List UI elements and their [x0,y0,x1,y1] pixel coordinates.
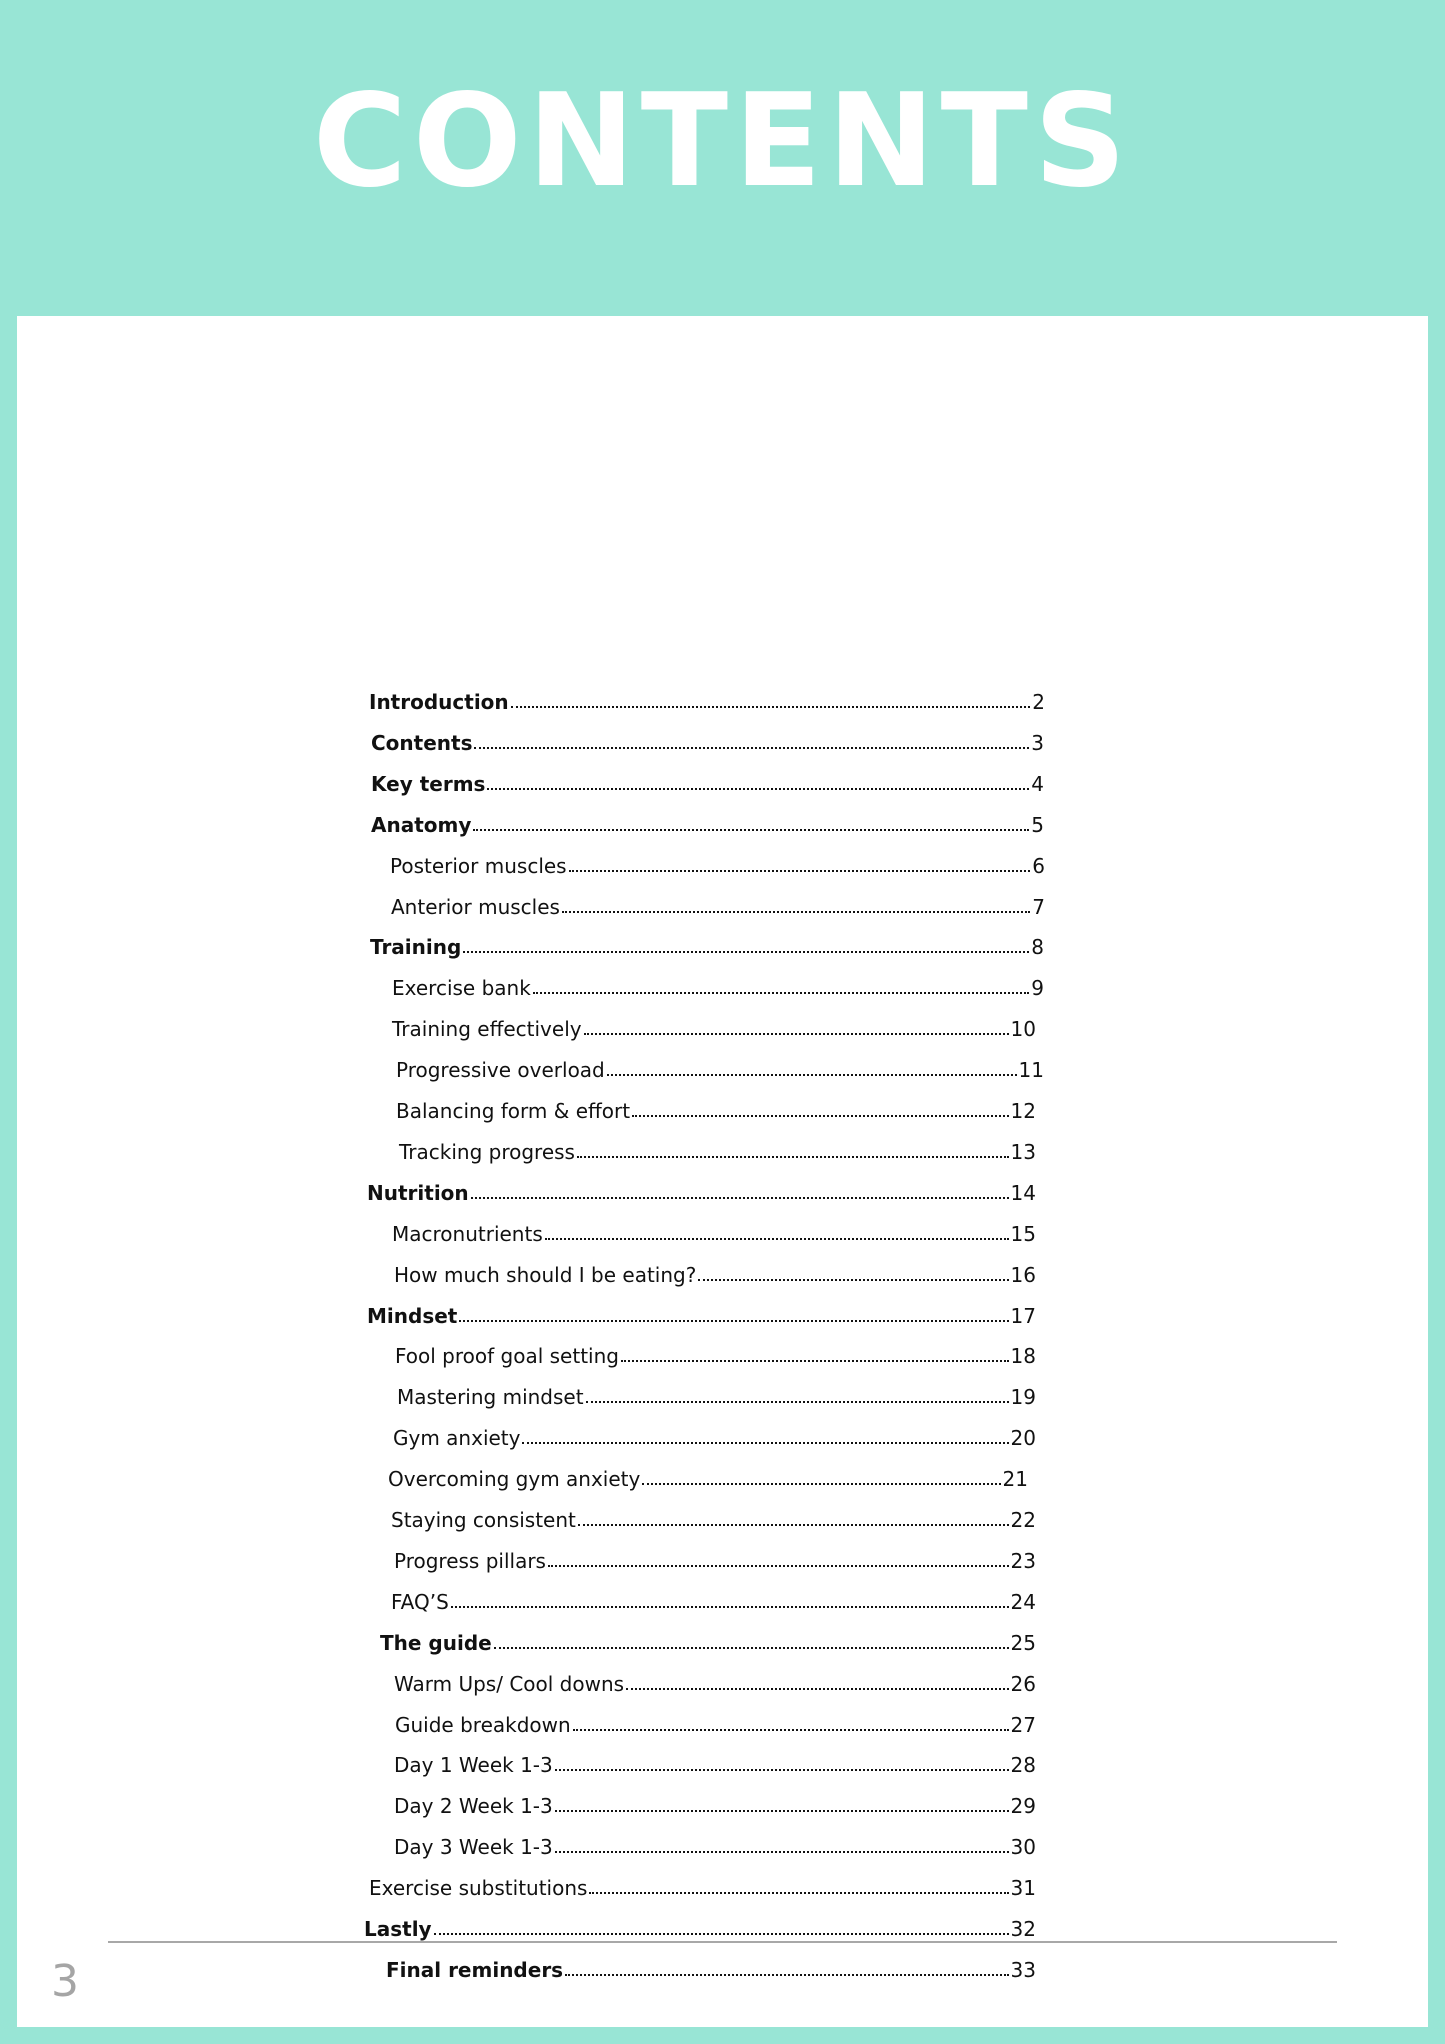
toc-entry-page: 14 [1010,1180,1036,1205]
toc-entry-page: 21 [1002,1467,1028,1492]
toc-entry-page: 33 [1010,1957,1036,1982]
toc-entry-title: Staying consistent [391,1508,576,1532]
toc-entry-leader [565,1974,1008,1976]
toc-entry-page: 12 [1010,1099,1036,1123]
toc-entry-leader [451,1606,1009,1608]
toc-entry-page: 23 [1010,1548,1036,1573]
toc-entry[interactable] [395,1709,1036,1737]
toc-entry-page: 16 [1010,1262,1036,1287]
toc-entry-title: Progressive overload [396,1058,605,1083]
toc-entry-leader [632,1115,1008,1117]
toc-entry[interactable] [386,1954,1036,1982]
toc-entry-leader [555,1851,1009,1853]
toc-entry[interactable] [391,1586,1036,1614]
toc-entry-leader [555,1810,1009,1812]
toc-entry[interactable] [396,1095,1036,1123]
toc-entry-title: Mastering mindset [397,1385,584,1410]
toc-entry[interactable] [371,809,1044,837]
toc-entry-page: 15 [1010,1221,1036,1246]
toc-entry-title: Introduction [369,690,509,714]
toc-entry-title: FAQ’S [391,1589,449,1614]
toc-entry-page: 32 [1010,1917,1036,1941]
toc-entry[interactable] [395,1340,1036,1368]
toc-entry-leader [642,1483,1000,1485]
toc-entry[interactable] [388,1463,1028,1491]
toc-entry-page: 7 [1032,894,1045,919]
toc-entry-leader [577,1156,1009,1158]
toc-entry-leader [626,1688,1008,1690]
toc-entry-leader [487,788,1029,790]
toc-entry-leader [607,1074,1017,1076]
toc-entry[interactable] [393,1422,1036,1450]
toc-entry-title: Progress pillars [394,1548,546,1573]
toc-entry-leader [578,1524,1009,1526]
toc-entry-title: Nutrition [367,1180,469,1205]
toc-entry-title: Anatomy [371,812,472,837]
toc-entry-leader [562,911,1030,913]
toc-entry[interactable] [370,931,1044,959]
toc-entry-page: 8 [1031,935,1044,960]
toc-entry-leader [522,1442,1008,1444]
toc-entry[interactable] [394,1545,1036,1573]
toc-entry-page: 13 [1010,1139,1036,1164]
footer-divider [108,1941,1337,1943]
toc-entry[interactable] [394,1749,1036,1777]
toc-entry-title: How much should I be eating? [394,1262,697,1287]
toc-entry[interactable] [397,1381,1036,1409]
toc-entry[interactable] [399,1136,1036,1164]
toc-entry-leader [573,1729,1009,1731]
toc-entry[interactable] [390,850,1045,878]
toc-entry-title: Macronutrients [392,1221,543,1246]
toc-entry-page: 4 [1031,771,1044,796]
toc-entry-title: Warm Ups/ Cool downs [394,1671,625,1696]
toc-entry-leader [555,1769,1009,1771]
toc-entry[interactable] [380,1627,1036,1655]
toc-entry-title: Gym anxiety [393,1426,521,1451]
toc-entry-page: 28 [1010,1753,1036,1778]
toc-entry-leader [473,829,1029,831]
toc-entry-page: 11 [1018,1058,1044,1083]
toc-entry-title: Posterior muscles [390,853,567,878]
toc-entry-title: Mindset [367,1303,458,1328]
toc-entry[interactable] [394,1259,1036,1287]
header-band [0,0,1445,316]
toc-entry-leader [584,1033,1009,1035]
page-number: 3 [51,1956,79,2007]
toc-entry-title: Exercise substitutions [369,1876,588,1901]
toc-entry[interactable] [369,686,1045,714]
toc-entry[interactable] [369,1872,1036,1900]
toc-entry-page: 18 [1010,1344,1036,1369]
toc-entry-title: Key terms [371,771,486,796]
toc-entry-page: 31 [1010,1876,1036,1901]
toc-entry-leader [586,1401,1009,1403]
toc-entry-leader [471,1197,1009,1199]
toc-entry-title: Day 2 Week 1-3 [394,1794,553,1819]
toc-entry-page: 17 [1010,1303,1036,1328]
toc-entry-leader [463,951,1029,953]
toc-entry-leader [548,1565,1009,1567]
toc-entry-page: 27 [1010,1712,1036,1737]
toc-entry[interactable] [367,1300,1036,1328]
toc-entry[interactable] [392,1013,1036,1041]
toc-entry-page: 3 [1031,730,1044,755]
toc-entry[interactable] [391,891,1045,919]
toc-entry-leader [511,706,1031,708]
toc-entry[interactable] [371,727,1044,755]
toc-entry-page: 19 [1010,1385,1036,1410]
toc-entry-leader [459,1320,1008,1322]
toc-entry-leader [533,992,1029,994]
toc-entry-leader [434,1933,1009,1935]
toc-entry-title: Day 1 Week 1-3 [394,1753,553,1778]
toc-entry-title: Lastly [364,1917,432,1941]
toc-entry-title: Day 3 Week 1-3 [394,1835,553,1860]
content-panel [17,316,1428,2027]
toc-entry-page: 30 [1010,1835,1036,1860]
toc-entry-page: 24 [1010,1589,1036,1614]
toc-entry-leader [474,747,1029,749]
toc-entry-title: Final reminders [386,1957,564,1982]
toc-entry[interactable] [394,1831,1036,1859]
toc-entry[interactable] [394,1668,1036,1696]
toc-entry-leader [569,870,1031,872]
toc-entry-title: Guide breakdown [395,1712,571,1737]
page-title: CONTENTS [312,67,1133,216]
toc-entry-title: Tracking progress [399,1139,575,1164]
toc-entry-page: 10 [1010,1017,1036,1042]
toc-entry[interactable] [391,1504,1036,1532]
toc-entry-title: Fool proof goal setting [395,1344,619,1369]
toc-entry-title: Contents [371,730,473,755]
toc-entry[interactable] [364,1913,1036,1941]
toc-entry-title: The guide [380,1630,492,1655]
toc-entry-leader [589,1892,1008,1894]
toc-entry-page: 9 [1031,976,1044,1001]
toc-entry[interactable] [371,768,1044,796]
toc-entry-page: 5 [1031,812,1044,837]
toc-entry[interactable] [367,1177,1036,1205]
toc-entry-page: 26 [1010,1671,1036,1696]
toc-entry-leader [545,1238,1009,1240]
toc-entry-title: Anterior muscles [391,894,560,919]
toc-entry-title: Training [370,935,462,960]
toc-entry[interactable] [396,1054,1044,1082]
toc-entry-page: 20 [1010,1426,1036,1451]
toc-entry-page: 6 [1032,853,1045,878]
toc-entry-leader [621,1360,1009,1362]
toc-entry[interactable] [392,972,1044,1000]
toc-entry-page: 25 [1010,1630,1036,1655]
toc-entry-title: Training effectively [392,1017,582,1042]
table-of-contents [17,316,1428,2027]
toc-entry-leader [698,1279,1008,1281]
toc-entry[interactable] [392,1218,1036,1246]
toc-entry-leader [494,1647,1009,1649]
toc-entry-page: 2 [1032,690,1045,714]
toc-entry-page: 22 [1010,1508,1036,1532]
toc-entry-title: Overcoming gym anxiety [388,1467,641,1492]
toc-entry[interactable] [394,1790,1036,1818]
toc-entry-title: Balancing form & effort [396,1099,631,1123]
toc-entry-title: Exercise bank [392,976,531,1001]
toc-entry-page: 29 [1010,1794,1036,1819]
